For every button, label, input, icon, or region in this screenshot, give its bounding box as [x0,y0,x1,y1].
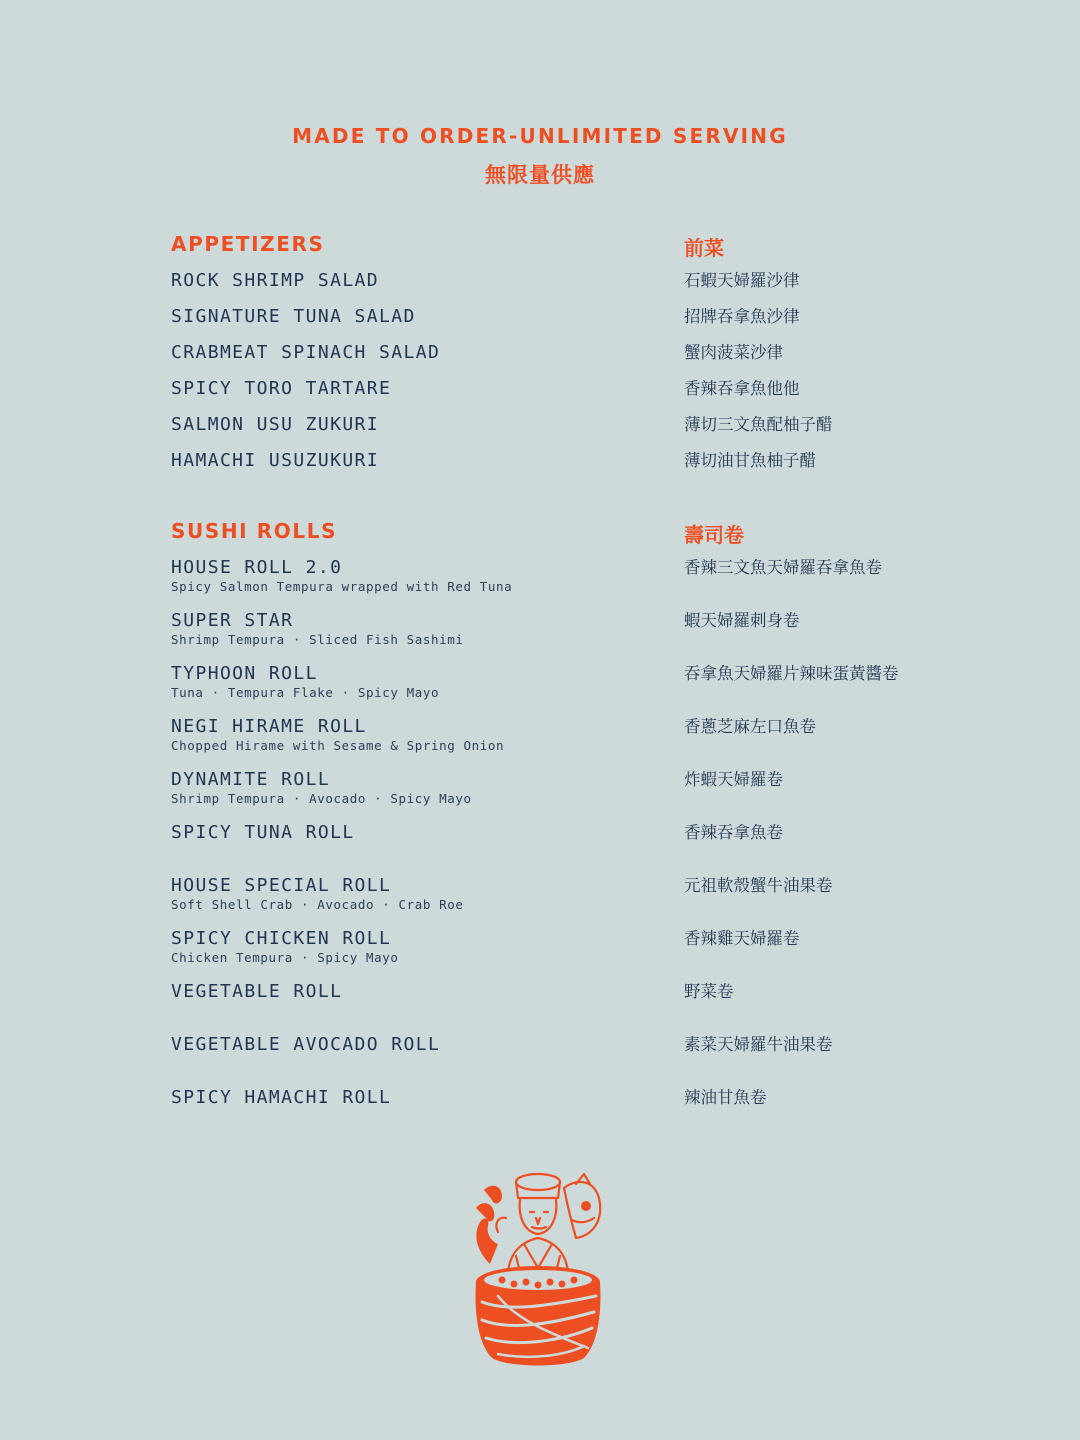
appetizer-item [171,450,1071,472]
item-name: VEGETABLE ROLL [171,981,343,1002]
appetizers-heading-chinese: 前菜 [684,236,724,260]
item-name-chinese: 招牌吞拿魚沙律 [684,307,800,326]
item-name: VEGETABLE AVOCADO ROLL [171,1034,441,1055]
sushi-rolls-heading: SUSHI ROLLS [171,519,338,543]
item-name: HOUSE ROLL 2.0 [171,557,343,578]
item-name-chinese: 蟹肉菠菜沙律 [684,343,783,362]
item-name-chinese: 香辣吞拿魚他他 [684,379,800,398]
sushi-roll-item [171,875,1071,913]
appetizer-item [171,306,1071,328]
sushi-roll-item [171,557,1071,595]
item-description: Chopped Hirame with Sesame & Spring Onion [171,738,505,753]
item-name-chinese: 辣油甘魚卷 [684,1088,767,1107]
item-description: Shrimp Tempura · Sliced Fish Sashimi [171,632,464,647]
item-name: TYPHOON ROLL [171,663,318,684]
item-name: NEGI HIRAME ROLL [171,716,367,737]
appetizers-heading: APPETIZERS [171,232,325,256]
sushi-roll-item [171,716,1071,754]
item-name: SIGNATURE TUNA SALAD [171,306,416,327]
appetizer-item [171,270,1071,292]
item-name-chinese: 元祖軟殼蟹牛油果卷 [684,876,833,895]
item-description: Chicken Tempura · Spicy Mayo [171,950,399,965]
item-description: Soft Shell Crab · Avocado · Crab Roe [171,897,464,912]
appetizer-item [171,414,1071,436]
item-name-chinese: 香辣吞拿魚卷 [684,823,783,842]
item-name: ROCK SHRIMP SALAD [171,270,380,291]
menu-header-title: MADE TO ORDER-UNLIMITED SERVING [292,124,788,148]
item-name-chinese: 野菜卷 [684,982,734,1001]
item-name-chinese: 香蔥芝麻左口魚卷 [684,717,816,736]
sushi-rolls-heading-chinese: 壽司卷 [684,523,744,547]
sushi-roll-item [171,981,1071,1003]
item-name: SPICY HAMACHI ROLL [171,1087,392,1108]
sushi-roll-item [171,663,1071,701]
appetizer-item [171,342,1071,364]
item-name: SPICY TUNA ROLL [171,822,355,843]
item-description: Tuna · Tempura Flake · Spicy Mayo [171,685,440,700]
item-name: SUPER STAR [171,610,294,631]
item-description: Shrimp Tempura · Avocado · Spicy Mayo [171,791,472,806]
sushi-roll-item [171,822,1071,844]
item-name: CRABMEAT SPINACH SALAD [171,342,441,363]
sushi-roll-item [171,928,1071,966]
item-name-chinese: 薄切三文魚配柚子醋 [684,415,833,434]
item-name-chinese: 蝦天婦羅刺身卷 [684,611,800,630]
sushi-roll-item [171,769,1071,807]
item-description: Spicy Salmon Tempura wrapped with Red Tuna [171,579,513,594]
sushi-roll-item [171,610,1071,648]
sushi-chef-roll-icon [468,1172,608,1368]
item-name: SALMON USU ZUKURI [171,414,380,435]
sushi-roll-item [171,1087,1071,1109]
item-name-chinese: 香辣三文魚天婦羅吞拿魚卷 [684,558,882,577]
menu-header-title-chinese: 無限量供應 [485,163,595,187]
item-name: HOUSE SPECIAL ROLL [171,875,392,896]
item-name: SPICY TORO TARTARE [171,378,392,399]
item-name: HAMACHI USUZUKURI [171,450,380,471]
item-name-chinese: 炸蝦天婦羅卷 [684,770,783,789]
item-name-chinese: 吞拿魚天婦羅片辣味蛋黃醬卷 [684,664,899,683]
appetizer-item [171,378,1071,400]
item-name: DYNAMITE ROLL [171,769,331,790]
sushi-roll-item [171,1034,1071,1056]
item-name-chinese: 石蝦天婦羅沙律 [684,271,800,290]
item-name-chinese: 香辣雞天婦羅卷 [684,929,800,948]
item-name-chinese: 素菜天婦羅牛油果卷 [684,1035,833,1054]
item-name: SPICY CHICKEN ROLL [171,928,392,949]
item-name-chinese: 薄切油甘魚柚子醋 [684,451,816,470]
